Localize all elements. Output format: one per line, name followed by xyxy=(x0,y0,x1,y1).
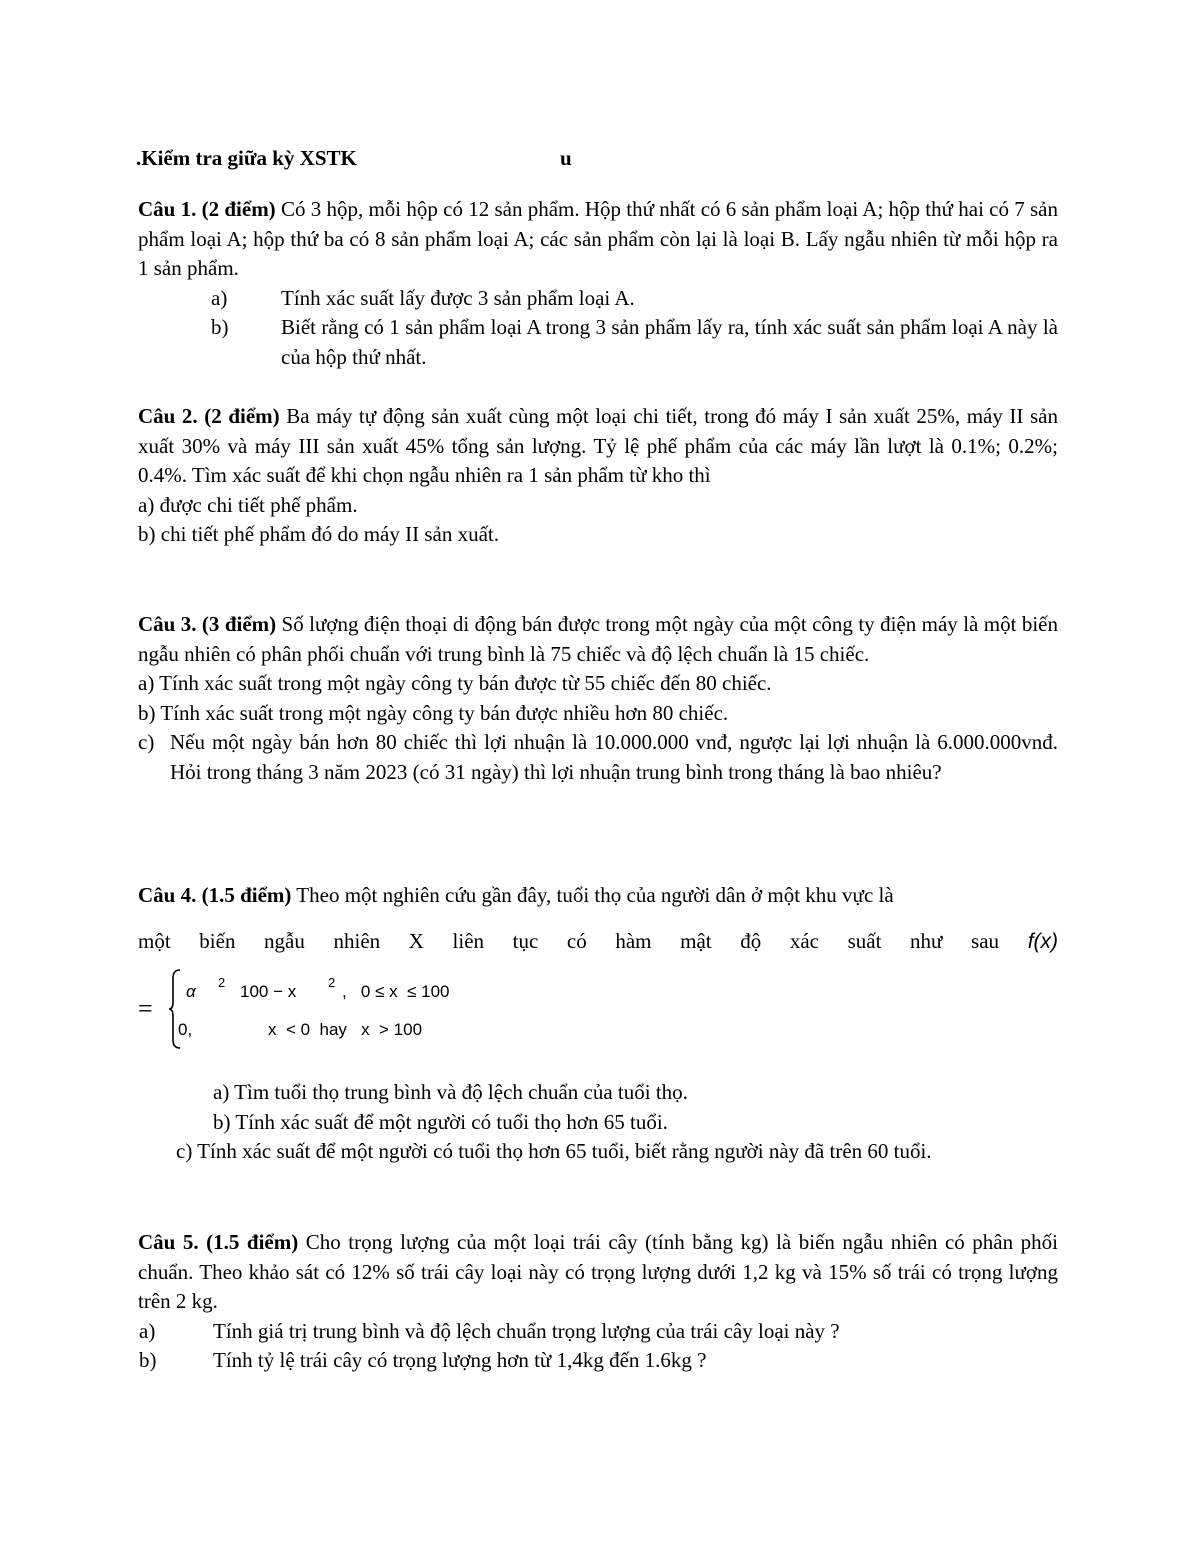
title-mark: u xyxy=(560,146,572,170)
question-5-a-text: Tính giá trị trung bình và độ lệch chuẩn trọng lượng của trái cây loại này ? xyxy=(213,1318,840,1343)
question-2-b: b) chi tiết phế phẩm đó do máy II sản xuất. xyxy=(138,522,499,546)
question-3-c xyxy=(138,728,1058,787)
question-1-body: Có 3 hộp, mỗi hộp có 12 sản phẩm. Hộp thứ nhất có 6 sản phẩm loại A; hộp thứ hai có 7 sản phẩm loại A; hộp thứ ba có 8 sản phẩm loại A; các sản phẩm còn lại là loại B. Lấy ngẫu nhiên từ mỗi hộp ra 1 sản phẩm. xyxy=(138,197,1058,280)
question-1-b-label: b) xyxy=(211,315,229,339)
density-function xyxy=(138,966,638,1056)
question-5-b-text: Tính tỷ lệ trái cây có trọng lượng hơn từ 1,4kg đến 1.6kg ? xyxy=(213,1348,707,1372)
question-5-head: Câu 5. (1.5 điểm) xyxy=(138,1230,299,1254)
condition-2: x < 0 hay x > 100 xyxy=(268,1020,423,1039)
title-text: .Kiểm tra giữa kỳ XSTK xyxy=(136,146,357,170)
question-1-a-text: Tính xác suất lấy được 3 sản phẩm loại A. xyxy=(281,285,635,310)
question-3-c-text: Nếu một ngày bán hơn 80 chiếc thì lợi nhuận là 10.000.000 vnđ, ngược lại lợi nhuận là 6.000.000vnđ. Hỏi trong tháng 3 năm 2023 (có 31 ngày) thì lợi nhuận trung bình trong tháng là bao nhiêu? xyxy=(170,730,1058,784)
alpha-exponent: 2 xyxy=(218,975,226,990)
question-1-b xyxy=(211,313,1058,372)
question-1 xyxy=(138,195,1058,372)
question-4-c: c) Tính xác suất để một người có tuổi thọ hơn 65 tuổi, biết rằng người này đã trên 60 tuổi. xyxy=(176,1139,932,1163)
question-1-b-text: Biết rằng có 1 sản phẩm loại A trong 3 sản phẩm lấy ra, tính xác suất sản phẩm loại A này là của hộp thứ nhất. xyxy=(281,315,1058,369)
question-5-body: Cho trọng lượng của một loại trái cây (tính bằng kg) là biến ngẫu nhiên có phân phối chuẩn. Theo khảo sát có 12% số trái cây loại này có trọng lượng dưới 1,2 kg và 15% số trái có trọng lượng trên 2 kg. xyxy=(138,1230,1058,1313)
question-1-a xyxy=(211,284,1058,314)
condition-1: , 0 ≤ x ≤ 100 xyxy=(342,982,450,1001)
question-3-b: b) Tính xác suất trong một ngày công ty bán được nhiều hơn 80 chiếc. xyxy=(138,700,729,725)
question-5-text xyxy=(138,1228,1058,1317)
question-2-body: Ba máy tự động sản xuất cùng một loại chi tiết, trong đó máy I sản xuất 25%, máy II sản xuất 30% và máy III sản xuất 45% tổng sản lượng. Tỷ lệ phế phẩm của các máy lần lượt là 0.1%; 0.2%; 0.4%. Tìm xác suất để khi chọn ngẫu nhiên ra 1 sản phẩm từ kho thì xyxy=(138,404,1058,487)
question-5-a xyxy=(139,1317,1058,1347)
question-4-head: Câu 4. (1.5 điểm) xyxy=(138,883,292,907)
question-5-a-label: a) xyxy=(139,1318,156,1343)
question-2-text xyxy=(138,402,1058,491)
question-1-head: Câu 1. (2 điểm) xyxy=(138,197,276,221)
question-4-fx: f(x) xyxy=(1027,930,1059,953)
question-5-b xyxy=(139,1346,1058,1376)
question-1-text xyxy=(138,195,1058,284)
question-1-a-label: a) xyxy=(211,285,228,310)
question-4-a: a) Tìm tuổi thọ trung bình và độ lệch chuẩn của tuổi thọ. xyxy=(213,1080,688,1104)
question-4-b: b) Tính xác suất để một người có tuổi thọ hơn 65 tuổi. xyxy=(213,1109,668,1134)
poly-expr: 100 − x xyxy=(240,982,297,1001)
question-3-head: Câu 3. (3 điểm) xyxy=(138,612,277,636)
question-4-text-2 xyxy=(138,926,1058,957)
question-3 xyxy=(138,610,1058,787)
question-3-c-label: c) xyxy=(138,730,155,754)
question-3-text xyxy=(138,610,1058,669)
question-4-body-2: một biến ngẫu nhiên X liên tục có hàm mật độ xác suất như sau xyxy=(138,929,1000,953)
page-title xyxy=(136,146,572,171)
zero-case: 0, xyxy=(178,1020,193,1039)
question-4 xyxy=(138,880,1058,957)
alpha-symbol: α xyxy=(186,982,196,1001)
question-5-b-label: b) xyxy=(139,1348,157,1372)
question-2-head: Câu 2. (2 điểm) xyxy=(138,404,280,428)
x-exponent: 2 xyxy=(328,975,336,990)
question-4-parts xyxy=(138,1078,1058,1167)
question-2-a: a) được chi tiết phế phẩm. xyxy=(138,492,358,517)
question-3-body: Số lượng điện thoại di động bán được trong một ngày của một công ty điện máy là một biến ngẫu nhiên có phân phối chuẩn với trung bình là 75 chiếc và độ lệch chuẩn là 15 chiếc. xyxy=(138,612,1058,666)
question-3-a: a) Tính xác suất trong một ngày công ty bán được từ 55 chiếc đến 80 chiếc. xyxy=(138,671,772,695)
equals-sign: = xyxy=(138,994,153,1023)
question-4-body-1: Theo một nghiên cứu gần đây, tuổi thọ của người dân ở một khu vực là xyxy=(291,883,894,907)
question-5 xyxy=(138,1228,1058,1376)
question-4-text-1 xyxy=(138,880,1058,910)
question-2 xyxy=(138,402,1058,550)
